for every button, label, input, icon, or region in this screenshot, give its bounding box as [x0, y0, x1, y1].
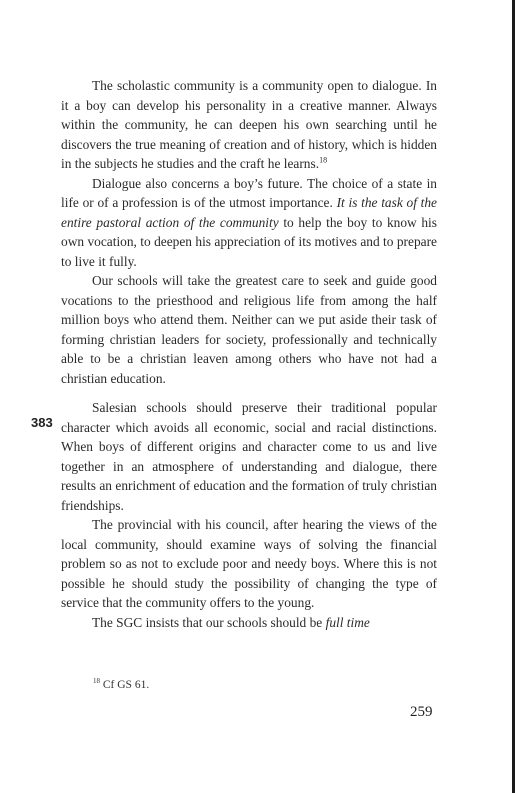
- paragraph-text: to help the boy to know his own vocation, to deepen his appreciation of its motives and to prepare to live it fully.: [61, 214, 437, 269]
- paragraph-p2: [61, 174, 437, 272]
- footnote-text: Cf GS 61.: [100, 679, 150, 691]
- paragraph-text: Dialogue also concerns a boy’s future. The choice of a state in life or of a profession is of the utmost importance.: [61, 175, 437, 210]
- paragraph-p1: [61, 76, 437, 174]
- page-number: 259: [410, 704, 433, 720]
- paragraph-p6: [61, 613, 437, 633]
- paragraph-text: Salesian schools should preserve their traditional popular character which avoids all economic, social and racial distinctions. When boys of different origins and character come to us and live together in an atmosphere of understanding and dialogue, there results an enrichment of education and the formation of truly christian friendships.: [61, 400, 437, 513]
- paragraph-text: The SGC insists that our schools should be: [92, 614, 326, 630]
- paragraph-text: Our schools will take the greatest care to seek and guide good vocations to the priesthood and religious life from among the half million boys who attend them. Neither can we put aside their task of forming christian leaders for society, professionally and technically able to be a christian leaven among others who have not had a christian education.: [61, 273, 437, 386]
- emphasis-text: It is the task of the entire pastoral action of the community: [61, 195, 437, 230]
- paragraph-text: The provincial with his council, after hearing the views of the local community, should examine ways of solving the financial problem so as not to exclude poor and needy boys. Where this is not possible he should study the possibility of changing the type of service that the community offers to the young.: [61, 517, 437, 610]
- footnote-reference: 18: [319, 155, 328, 165]
- paragraph-text: The scholastic community is a community open to dialogue. In it a boy can develop his personality in a creative manner. Always within the community, he can deepen his own searching until he discovers the true meaning of creation and of history, which is hidden in the subjects he studies and the craft he learns.: [61, 78, 437, 171]
- emphasis-text: full time: [325, 614, 370, 630]
- body-text: [61, 76, 437, 632]
- footnote-mark: 18: [93, 677, 100, 686]
- marginal-paragraph-number: 383: [31, 415, 53, 430]
- footnote: [93, 679, 149, 691]
- paragraph-p4: [61, 398, 437, 515]
- paragraph-p3: [61, 271, 437, 388]
- paragraph-p5: [61, 515, 437, 613]
